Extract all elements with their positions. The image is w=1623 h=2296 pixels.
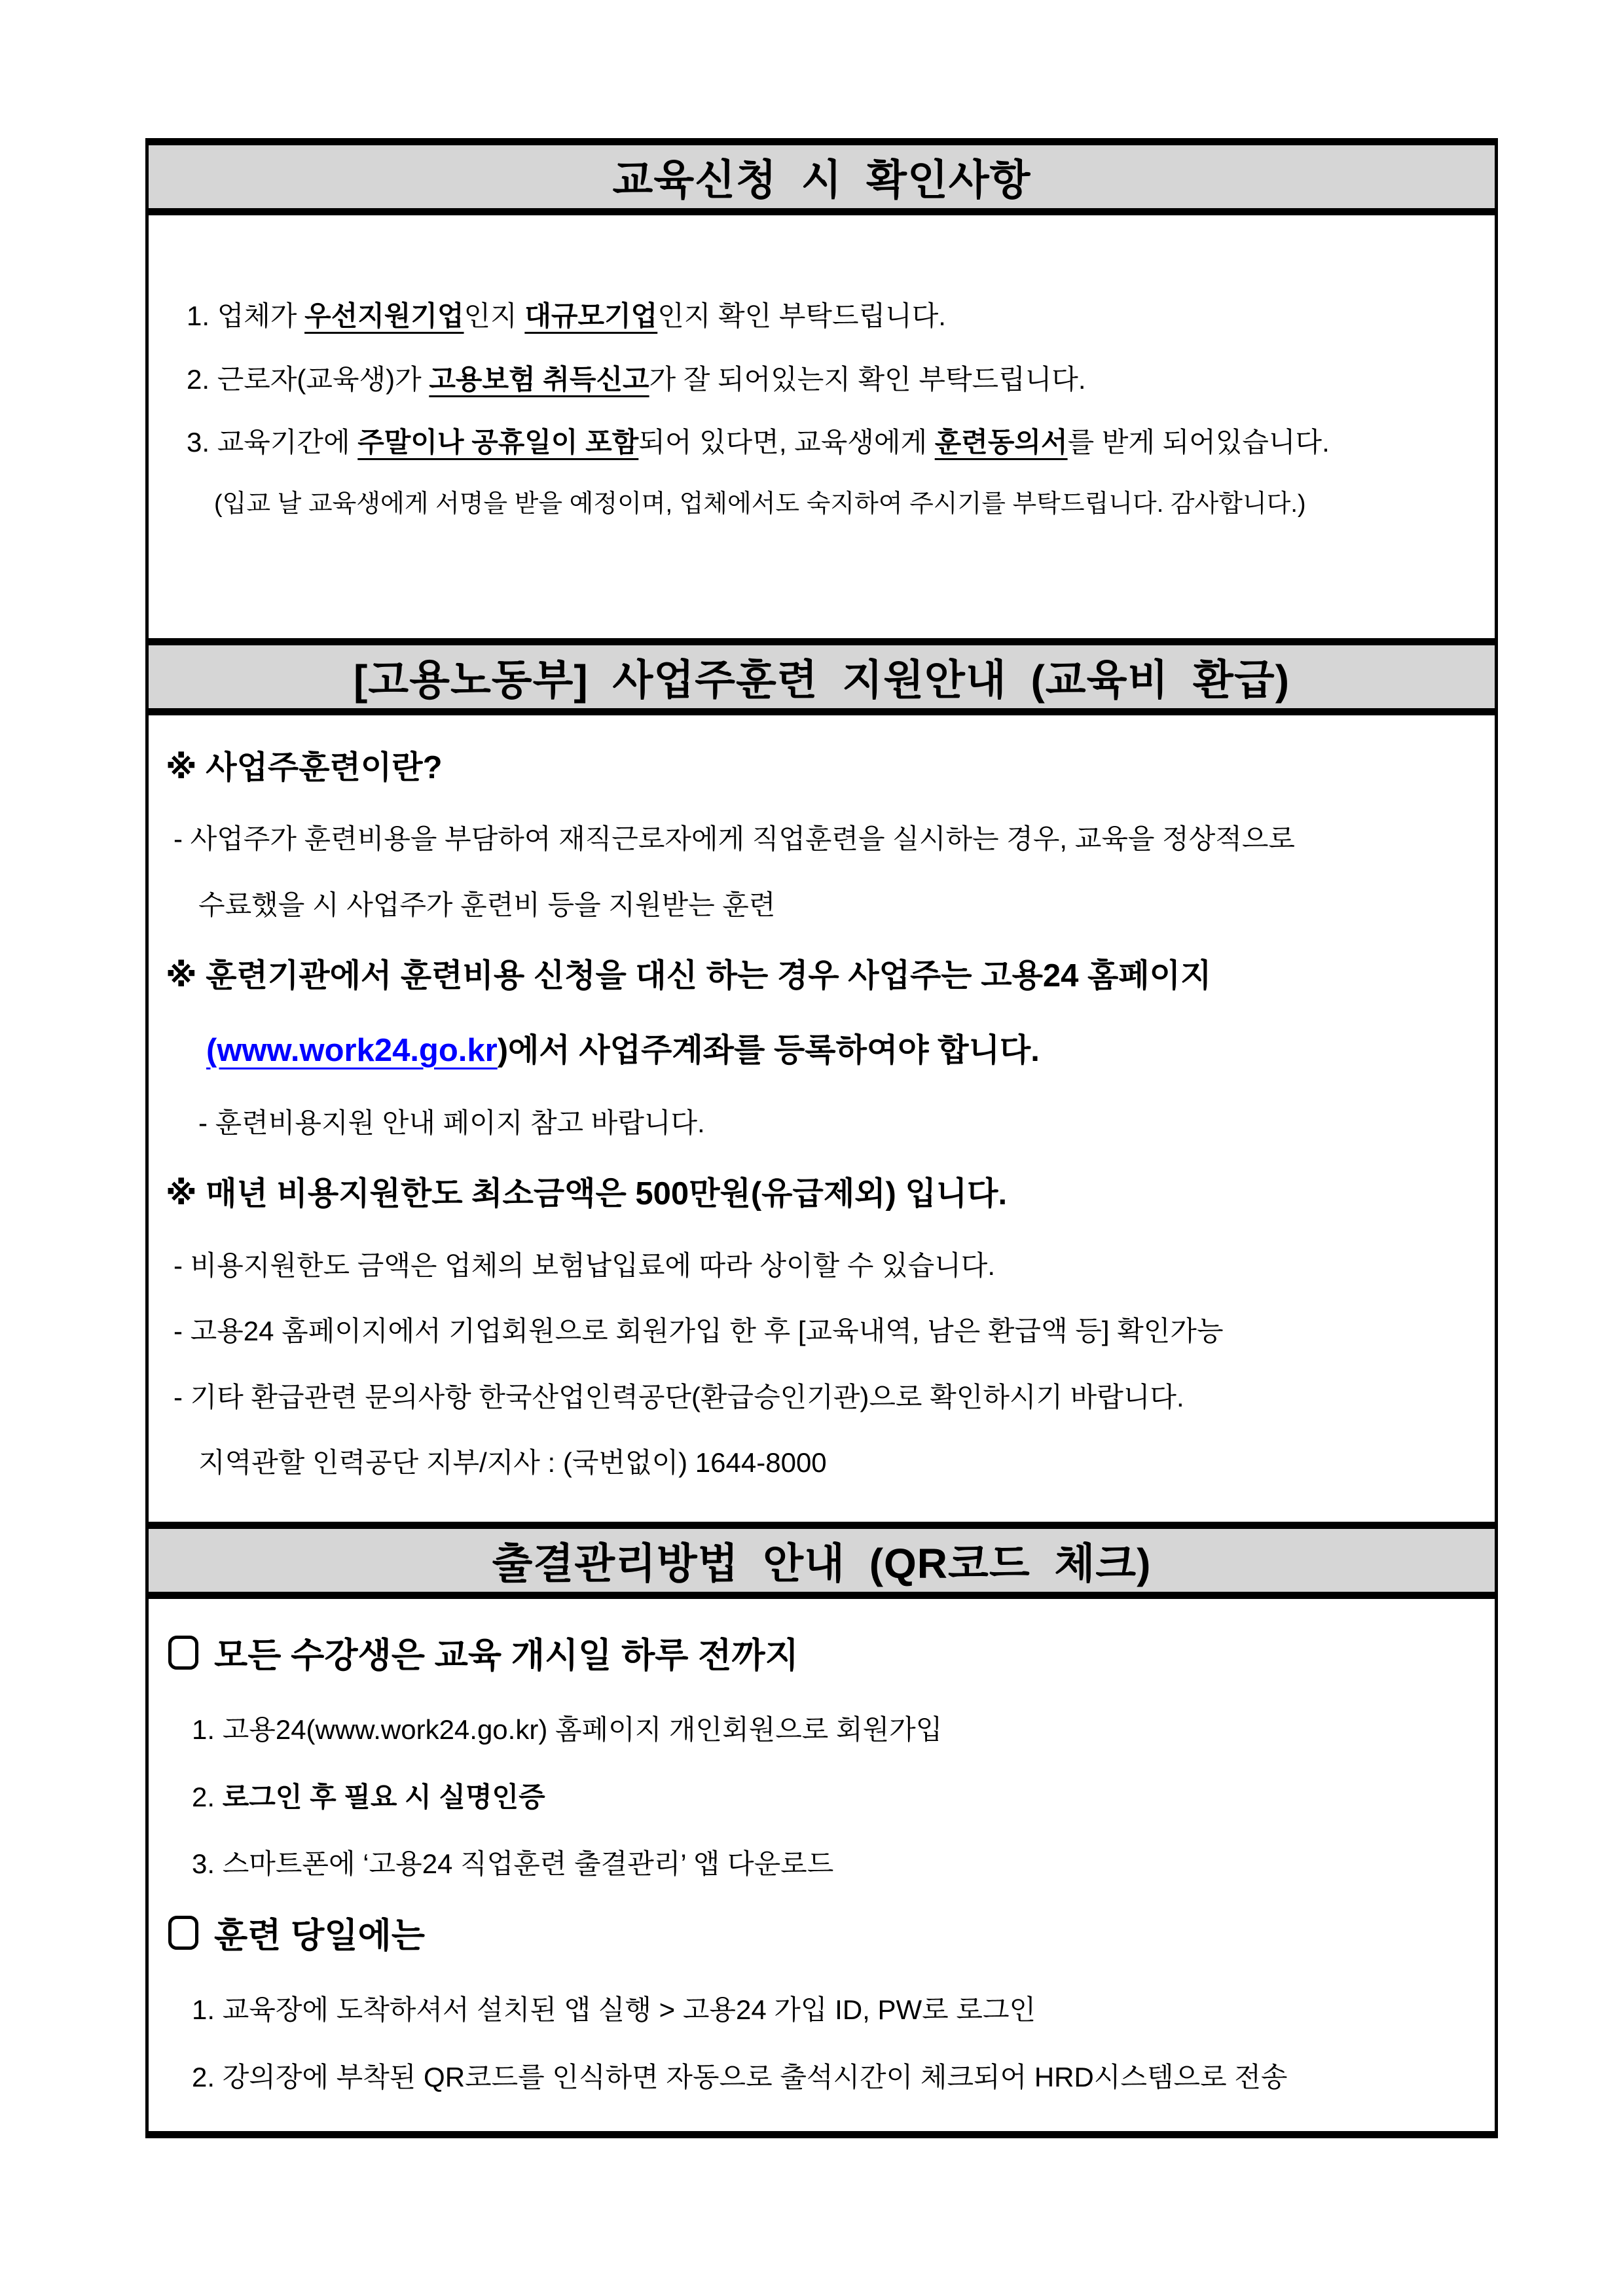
section-title: 교육신청 시 확인사항 — [612, 156, 1031, 204]
employer-training-definition-title — [166, 748, 1480, 788]
text-run: 우선지원기업 — [304, 300, 464, 331]
before-start-step-2 — [168, 1780, 1480, 1815]
section-body-attendance — [149, 1599, 1495, 2131]
text-run: 2. 강의장에 부착된 QR코드를 인식하면 자동으로 출석시간이 체크되어 HRD시스템으로 전송 — [192, 2061, 1288, 2092]
notice-document — [145, 138, 1498, 2138]
cost-support-page-note — [166, 1106, 1480, 1141]
text-run: 2. 근로자(교육생)가 — [187, 363, 429, 395]
text-run: ※ 사업주훈련이란? — [166, 750, 443, 785]
text-run: 대규모기업 — [524, 300, 658, 331]
text-run: ※ 훈련기관에서 훈련비용 신청을 대신 하는 경우 사업주는 고용24 홈페이지 — [166, 958, 1212, 994]
section-title: [고용노동부] 사업주훈련 지원안내 (교육비 환급) — [353, 656, 1290, 704]
before-start-step-1 — [168, 1713, 1480, 1748]
text-run: 1. 고용24(www.work24.go.kr) 홈페이지 개인회원으로 회원가입 — [192, 1714, 943, 1746]
checkbox-icon — [168, 1916, 198, 1950]
section-header-attendance — [149, 1522, 1495, 1599]
text-run: 인지 — [464, 300, 525, 331]
text-run: 를 받게 되어있습니다. — [1067, 427, 1330, 457]
text-run: ※ 매년 비용지원한도 최소금액은 500만원(유급제외) 입니다. — [166, 1176, 1008, 1212]
text-run: 인지 확인 부탁드립니다. — [657, 300, 946, 331]
text-run: - 사업주가 훈련비용을 부담하여 재직근로자에게 직업훈련을 실시하는 경우, 교육을 정상적으로 — [173, 823, 1295, 855]
checklist-note — [187, 489, 1476, 520]
text-run: 훈련동의서 — [934, 427, 1068, 457]
text-run: 2. — [192, 1781, 223, 1812]
text-run: 로그인 후 필요 시 실명인증 — [222, 1781, 545, 1812]
text-run: )에서 사업주계좌를 등록하여야 합니다. — [497, 1032, 1040, 1068]
text-run: - 기타 환급관련 문의사항 한국산업인력공단(환급승인기관)으로 확인하시기 바랍니다. — [173, 1381, 1184, 1412]
section-header-employer-training — [149, 638, 1495, 715]
text-run: 수료했을 시 사업주가 훈련비 등을 지원받는 훈련 — [198, 889, 776, 920]
section-header-checklist — [149, 138, 1495, 215]
checklist-item-1 — [187, 299, 1476, 334]
text-run: 가 잘 되어있는지 확인 부탁드립니다. — [649, 363, 1086, 395]
text-run: 1. 교육장에 도착하셔서 설치된 앱 실행 > 고용24 가입 ID, PW로 로그인 — [192, 1994, 1036, 2025]
section-title: 출결관리방법 안내 (QR코드 체크) — [492, 1540, 1152, 1587]
checkbox-icon — [168, 1636, 198, 1670]
checklist-item-2 — [187, 363, 1476, 397]
corporate-member-note — [166, 1314, 1480, 1349]
work24-link[interactable]: (www.work24.go.kr — [206, 1032, 498, 1068]
text-run: 주말이나 공휴일이 포함 — [357, 427, 639, 457]
employer-training-definition-line-1 — [166, 822, 1480, 857]
refund-inquiry-note — [166, 1380, 1480, 1415]
before-start-heading — [168, 1634, 1480, 1677]
text-run: - 고용24 홈페이지에서 기업회원으로 회원가입 한 후 [교육내역, 남은 환급액 등] 확인가능 — [173, 1316, 1224, 1346]
text-run: 고용보험 취득신고 — [429, 363, 649, 395]
limit-varies-note — [166, 1249, 1480, 1283]
text-run: - 훈련비용지원 안내 페이지 참고 바랍니다. — [198, 1107, 705, 1138]
text-run: 3. 스마트폰에 ‘고용24 직업훈련 출결관리’ 앱 다운로드 — [192, 1848, 834, 1880]
hrdkorea-phone-line — [166, 1446, 1480, 1480]
before-start-step-3 — [168, 1847, 1480, 1882]
training-day-step-2 — [168, 2060, 1480, 2095]
checklist-item-3 — [187, 425, 1476, 460]
text-run: - 비용지원한도 금액은 업체의 보험납입료에 따라 상이할 수 있습니다. — [173, 1249, 996, 1281]
text-run: 3. 교육기간에 — [187, 427, 358, 457]
employer-account-notice-link-line — [166, 1031, 1480, 1071]
text-run: 모든 수강생은 교육 개시일 하루 전까지 — [214, 1636, 799, 1675]
text-run: (입교 날 교육생에게 서명을 받을 예정이며, 업체에서도 숙지하여 주시기를 부탁드립니다. 감사합니다.) — [214, 490, 1306, 518]
text-run: 지역관할 인력공단 지부/지사 : (국번없이) 1644-8000 — [198, 1447, 827, 1478]
section-body-employer-training — [149, 715, 1495, 1522]
training-day-heading — [168, 1914, 1480, 1958]
employer-training-definition-line-2 — [166, 888, 1480, 923]
annual-limit-notice — [166, 1174, 1480, 1214]
text-run: 1. 업체가 — [187, 300, 305, 331]
section-body-checklist — [149, 215, 1495, 638]
training-day-step-1 — [168, 1993, 1480, 2028]
employer-account-notice — [166, 956, 1480, 996]
text-run: 훈련 당일에는 — [214, 1916, 425, 1955]
text-run: 되어 있다면, 교육생에게 — [638, 427, 935, 457]
